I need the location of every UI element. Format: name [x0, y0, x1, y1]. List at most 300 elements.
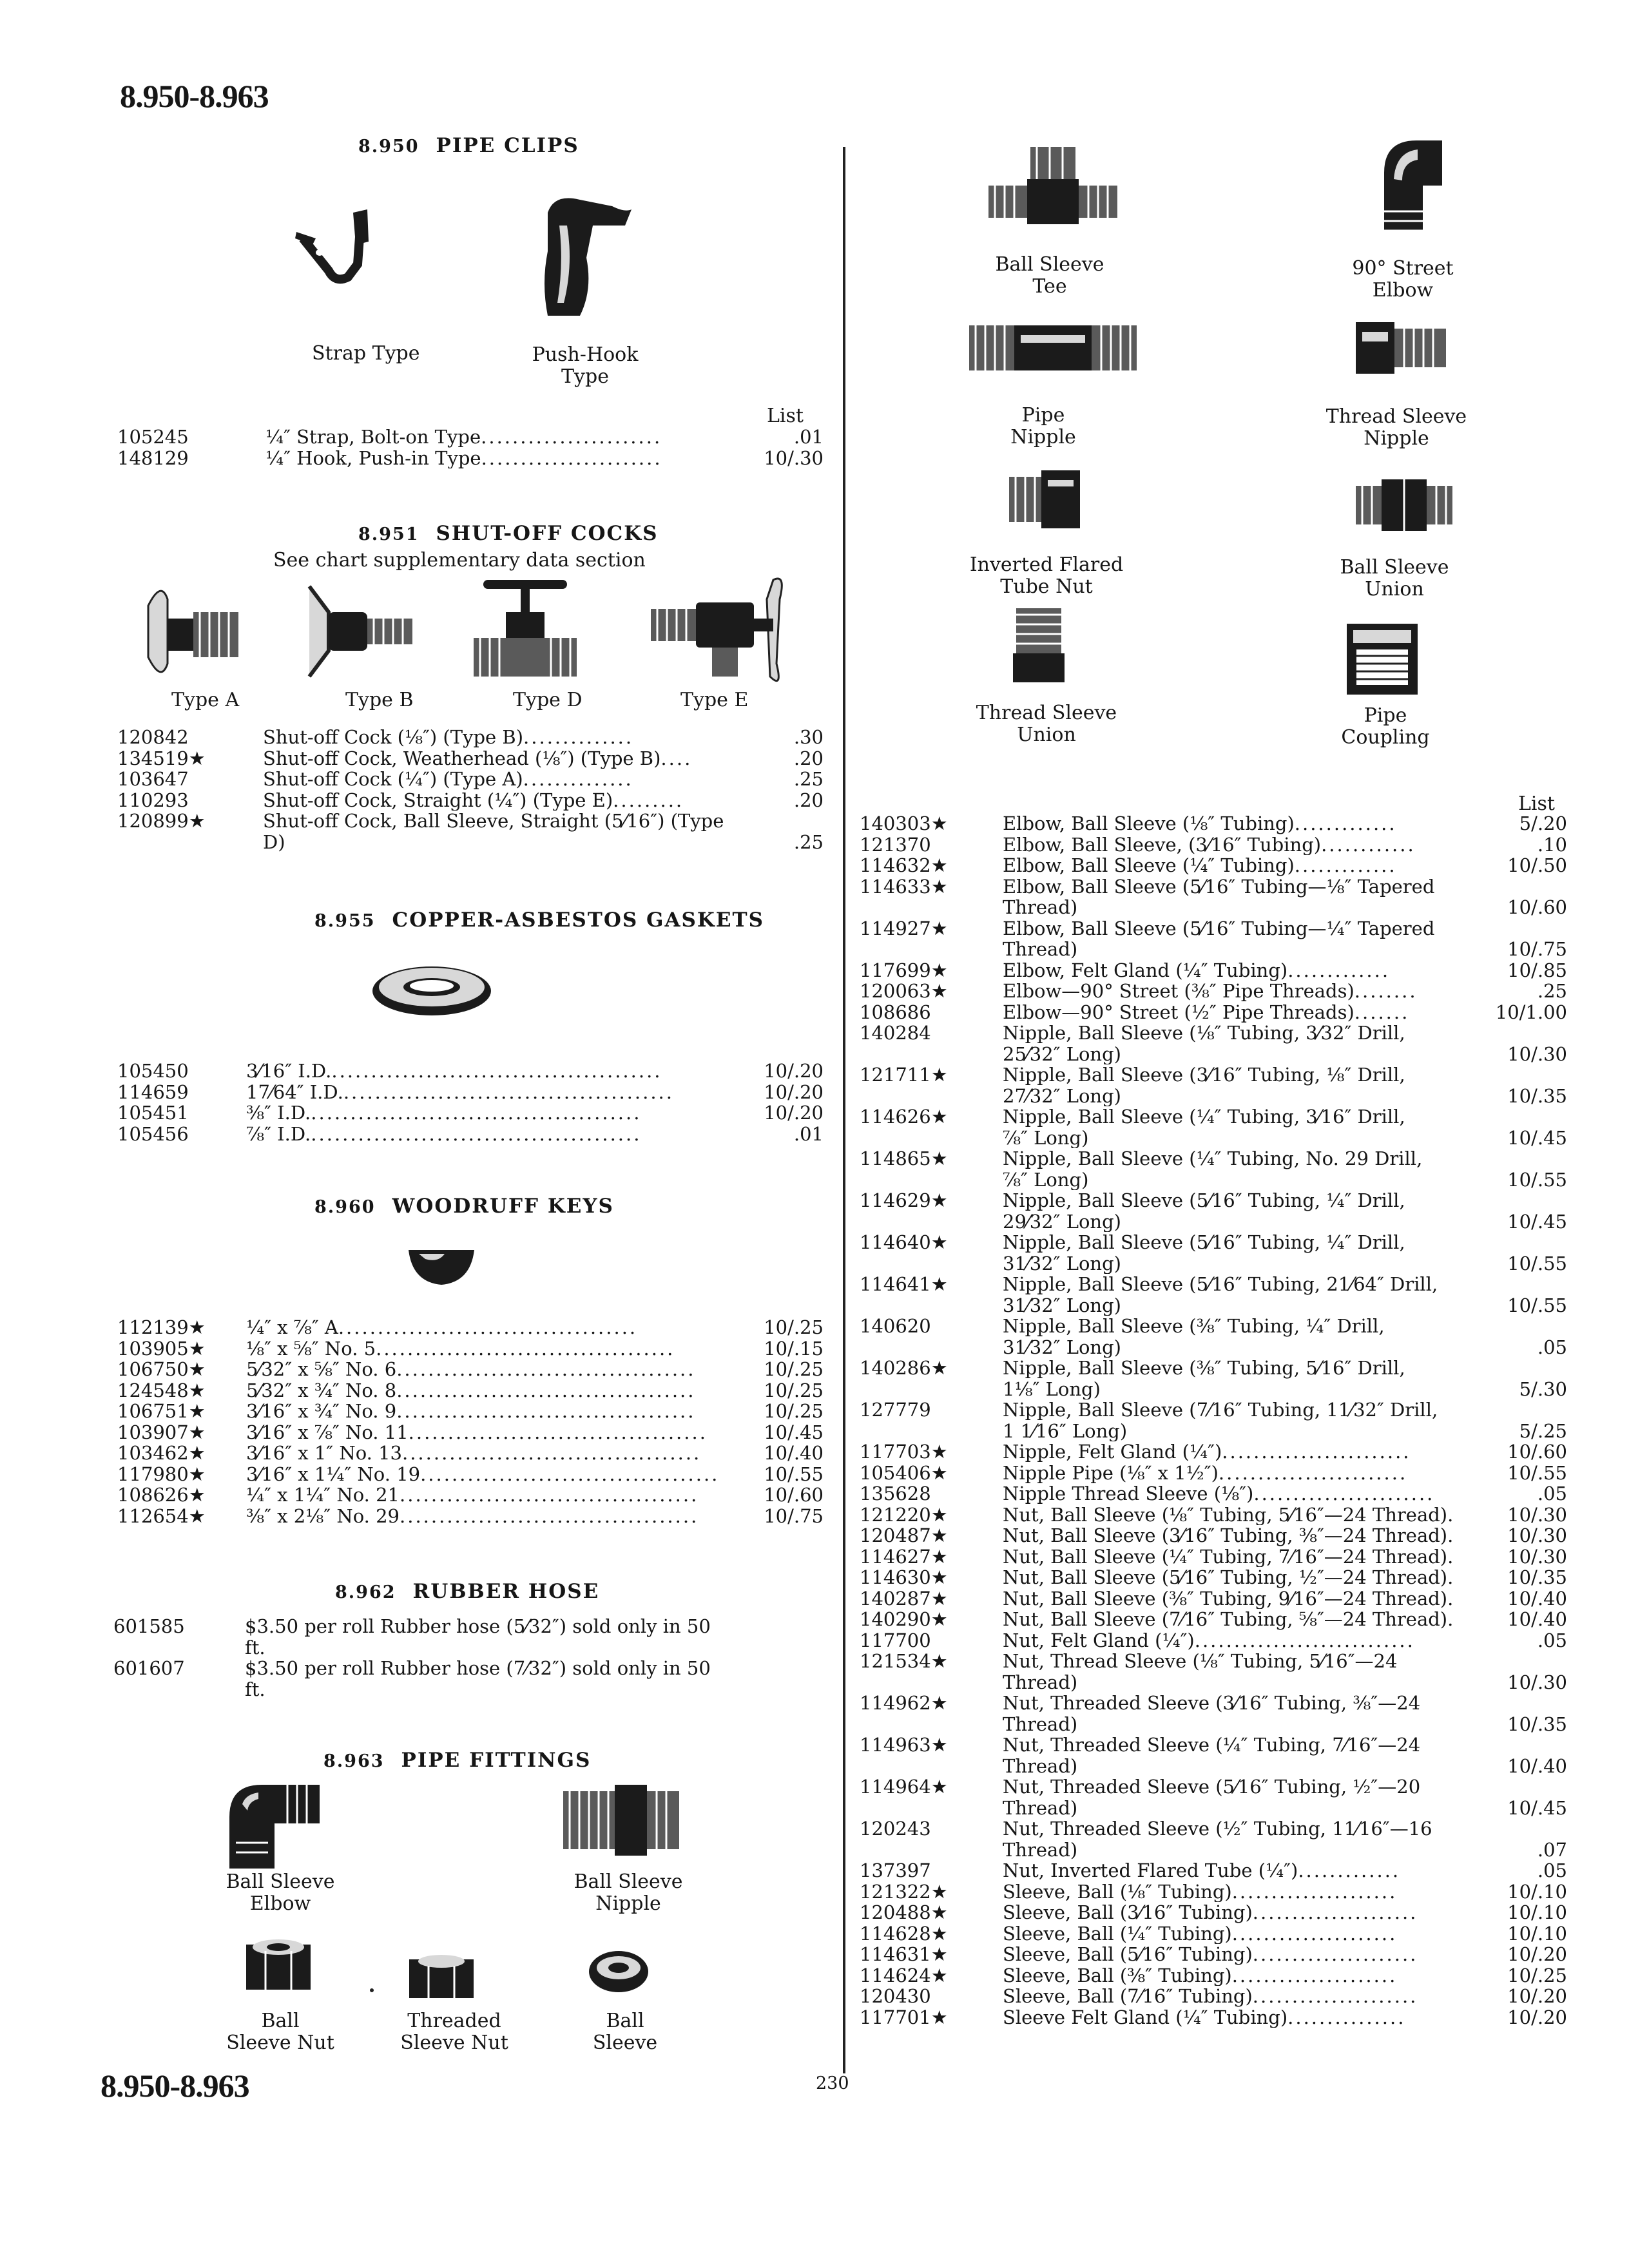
part-number: 117703★ [860, 1441, 948, 1463]
caption-ball-sleeve-nut: Ball Sleeve Nut [226, 2010, 334, 2054]
shutoff-cock-type-a-illustration [142, 573, 258, 689]
part-description: ⅞″ I.D. [246, 1123, 311, 1144]
table-row: 114632★ Elbow, Ball Sleeve (¼″ Tubing)............. 10/.50 [860, 854, 1567, 876]
part-description: Nut, Threaded Sleeve (½″ Tubing, 11⁄16″—16 Thread) [1003, 1818, 1432, 1860]
table-row: 117701★ Sleeve Felt Gland (¼″ Tubing)............... 10/.20 [860, 2006, 1567, 2028]
list-price: 10/.10 [1507, 1901, 1567, 1923]
list-price: .01 [793, 426, 824, 448]
table-row: 114630★ Nut, Ball Sleeve (5⁄16″ Tubing, ½″—24 Thread). 10/.35 [860, 1566, 1567, 1588]
part-description: Nipple, Felt Gland (¼″) [1003, 1441, 1222, 1463]
part-number: 120243 [860, 1818, 931, 1840]
table-row [860, 1358, 1567, 1399]
street-elbow-illustration [1358, 134, 1449, 244]
table-row: 112654★ ⅜″ x 2⅛″ No. 29...................................... 10/.75 [117, 1504, 824, 1527]
list-price: .10 [1537, 833, 1567, 856]
part-description: Sleeve, Ball (7⁄16″ Tubing) [1003, 1986, 1253, 2007]
caption-type-d: Type D [513, 689, 583, 711]
table-row [860, 1106, 1567, 1148]
table-row: 120488★ Sleeve, Ball (3⁄16″ Tubing)..................... 10/.10 [860, 1901, 1567, 1923]
table-row [860, 1190, 1567, 1232]
caption-street-elbow: 90° Street Elbow [1352, 257, 1454, 302]
part-number: 135628 [860, 1483, 931, 1504]
list-price: 10/.30 [1507, 1043, 1567, 1065]
caption-inverted-flared-tube-nut: Inverted Flared Tube Nut [969, 553, 1124, 598]
caption-ball-sleeve-elbow: Ball Sleeve Elbow [226, 1870, 335, 1915]
part-number: 114630★ [860, 1566, 948, 1588]
table-row: 114627★ Nut, Ball Sleeve (¼″ Tubing, 7⁄16″—24 Thread). 10/.30 [860, 1545, 1567, 1568]
section-rubber-hose-title [335, 1580, 599, 1603]
pipe-coupling-illustration [1347, 624, 1418, 695]
part-description: 5⁄32″ x ⅝″ No. 6 [246, 1359, 397, 1380]
table-row: 117700 Nut, Felt Gland (¼″)............................ .05 [860, 1629, 1567, 1651]
part-description: Nut, Ball Sleeve (7⁄16″ Tubing, ⅝″—24 Thread) [1003, 1609, 1448, 1630]
part-number: 140284 [860, 1022, 931, 1044]
section-title: COPPER-ASBESTOS GASKETS [392, 908, 764, 932]
part-description: Nipple, Ball Sleeve (5⁄16″ Tubing, ¼″ Drill, 31⁄32″ Long) [1003, 1232, 1405, 1274]
part-description: Nut, Ball Sleeve (3⁄16″ Tubing, ⅜″—24 Thread) [1003, 1525, 1448, 1546]
table-row [860, 1023, 1567, 1064]
table-row: 135628 Nipple Thread Sleeve (⅛″)....................... .05 [860, 1483, 1567, 1504]
caption-type-a: Type A [171, 689, 240, 711]
list-price: .05 [1537, 1483, 1567, 1504]
woodruff-key-illustration [406, 1244, 477, 1289]
pipe-clips-list [117, 427, 824, 468]
stray-dot [370, 1988, 374, 1992]
part-description: Nipple Thread Sleeve (⅛″) [1003, 1483, 1254, 1504]
table-row [860, 1651, 1567, 1693]
part-description: Nipple, Ball Sleeve (¼″ Tubing, 3⁄16″ Drill, ⅞″ Long) [1003, 1106, 1405, 1148]
table-row: 114628★ Sleeve, Ball (¼″ Tubing)..................... 10/.10 [860, 1922, 1567, 1945]
list-price: 10/.10 [1507, 1922, 1567, 1945]
table-row: 114624★ Sleeve, Ball (⅜″ Tubing)..................... 10/.25 [860, 1964, 1567, 1986]
table-row [860, 1735, 1567, 1776]
part-number: 106751★ [117, 1400, 206, 1422]
table-row [860, 1693, 1567, 1735]
table-row [860, 1776, 1567, 1818]
table-row: 108626★ ¼″ x 1¼″ No. 21...................................... 10/.60 [117, 1484, 824, 1506]
part-description: Nipple, Ball Sleeve (¼″ Tubing, No. 29 Drill, ⅞″ Long) [1003, 1148, 1423, 1190]
table-row: 120487★ Nut, Ball Sleeve (3⁄16″ Tubing, ⅜″—24 Thread). 10/.30 [860, 1524, 1567, 1546]
list-price: 10/.25 [1507, 1964, 1567, 1986]
list-price: 10/.25 [764, 1400, 824, 1422]
list-price: .25 [1537, 980, 1567, 1002]
part-description: Sleeve, Ball (¼″ Tubing) [1003, 1923, 1232, 1944]
table-row: 106751★ 3⁄16″ x ¾″ No. 9...................................... 10/.25 [117, 1400, 824, 1422]
part-description: Nut, Threaded Sleeve (¼″ Tubing, 7⁄16″—24 Thread) [1003, 1735, 1421, 1776]
part-number: 105245 [117, 426, 189, 448]
part-description: Nut, Inverted Flared Tube (¼″) [1003, 1860, 1298, 1881]
list-price: 10/.30 [1507, 1671, 1567, 1693]
list-price: 10/.40 [1507, 1754, 1567, 1777]
list-price: 10/.45 [1507, 1210, 1567, 1233]
shutoff-cock-type-b-illustration [303, 573, 425, 689]
part-number: 127779 [860, 1399, 931, 1421]
gaskets-list [117, 1061, 824, 1144]
part-description: Sleeve, Ball (3⁄16″ Tubing) [1003, 1902, 1253, 1923]
part-description: Sleeve Felt Gland (¼″ Tubing) [1003, 2006, 1288, 2028]
part-description: $3.50 per roll Rubber hose (7⁄32″) sold only in 50 ft. [245, 1658, 711, 1700]
part-number: 112139★ [117, 1316, 206, 1338]
table-row: 112139★ ¼″ x ⅞″ A...................................... 10/.25 [117, 1316, 824, 1338]
part-number: 117700 [860, 1629, 931, 1651]
part-number: 121711★ [860, 1064, 948, 1086]
table-row: 121322★ Sleeve, Ball (⅛″ Tubing)..................... 10/.10 [860, 1880, 1567, 1903]
push-hook-clip-illustration [528, 187, 644, 329]
table-row: 117703★ Nipple, Felt Gland (¼″)........................ 10/.60 [860, 1441, 1567, 1463]
part-description: Nut, Threaded Sleeve (5⁄16″ Tubing, ½″—20 Thread) [1003, 1776, 1421, 1818]
part-description: Sleeve, Ball (⅛″ Tubing) [1003, 1881, 1232, 1902]
list-price: .07 [1537, 1838, 1567, 1861]
table-row [860, 1399, 1567, 1441]
part-description: Nipple, Ball Sleeve (⅜″ Tubing, 5⁄16″ Drill, 1⅛″ Long) [1003, 1358, 1405, 1399]
part-description: ¼″ x 1¼″ No. 21 [246, 1485, 400, 1506]
caption-push-hook-type: Push-Hook Type [532, 343, 639, 388]
list-price: 10/.40 [1507, 1587, 1567, 1610]
part-number: 120488★ [860, 1901, 948, 1923]
table-row: 114631★ Sleeve, Ball (5⁄16″ Tubing)..................... 10/.20 [860, 1943, 1567, 1965]
part-number: 114627★ [860, 1545, 948, 1568]
part-number: 105451 [117, 1102, 189, 1124]
part-number: 140290★ [860, 1608, 948, 1630]
table-row: 120430 Sleeve, Ball (7⁄16″ Tubing)..................... 10/.20 [860, 1985, 1567, 2007]
part-number: 120430 [860, 1985, 931, 2007]
part-number: 108626★ [117, 1484, 206, 1506]
table-row [860, 1232, 1567, 1274]
part-description: $3.50 per roll Rubber hose (5⁄32″) sold only in 50 ft. [245, 1616, 711, 1658]
list-price: 10/.25 [764, 1316, 824, 1338]
part-description: 3⁄16″ x ⅞″ No. 11 [246, 1421, 409, 1443]
list-price: 10/.30 [764, 447, 824, 469]
part-description: Shut-off Cock (¼″) (Type A) [263, 769, 523, 790]
caption-strap-type: Strap Type [312, 342, 420, 365]
table-row: 106750★ 5⁄32″ x ⅝″ No. 6...................................... 10/.25 [117, 1358, 824, 1380]
list-price: 10/.25 [764, 1358, 824, 1380]
table-row [860, 1316, 1567, 1358]
part-number: 110293 [117, 789, 189, 811]
part-number: 140620 [860, 1315, 931, 1337]
part-number: 114629★ [860, 1189, 948, 1211]
part-number: 108686 [860, 1001, 931, 1023]
list-price: 10/.10 [1507, 1880, 1567, 1903]
section-pipe-fittings-title [323, 1749, 591, 1772]
table-row: 110293 Shut-off Cock, Straight (¼″) (Type E)......... .20 [117, 789, 824, 811]
table-row [860, 1148, 1567, 1190]
list-price: 10/.75 [1507, 938, 1567, 960]
part-number: 124548★ [117, 1379, 206, 1401]
part-number: 112654★ [117, 1504, 206, 1527]
part-description: 3⁄16″ x 1″ No. 13 [246, 1443, 402, 1464]
table-row: 137397 Nut, Inverted Flared Tube (¼″)............. .05 [860, 1860, 1567, 1881]
column-divider [843, 147, 845, 2073]
list-price: 10/.20 [1507, 1985, 1567, 2007]
list-price: .25 [793, 768, 824, 790]
table-row: 120063★ Elbow—90° Street (⅜″ Pipe Threads)........ .25 [860, 980, 1567, 1002]
section-gaskets-title [314, 908, 764, 932]
part-number: 114963★ [860, 1734, 948, 1756]
part-number: 114633★ [860, 875, 948, 898]
part-number: 120899★ [117, 810, 206, 832]
table-row: 114659 17⁄64″ I.D........................................... 10/.20 [117, 1081, 824, 1103]
list-price: .05 [1537, 1336, 1567, 1358]
list-price: 10/.30 [1507, 1524, 1567, 1546]
list-price: 10/.45 [764, 1421, 824, 1443]
part-number: 120842 [117, 726, 189, 748]
part-number: 114631★ [860, 1943, 948, 1965]
part-description: Nut, Threaded Sleeve (3⁄16″ Tubing, ⅜″—24 Thread) [1003, 1693, 1421, 1735]
part-number: 117980★ [117, 1463, 206, 1485]
caption-pipe-nipple: Pipe Nipple [1010, 404, 1076, 448]
part-number: 114659 [117, 1081, 189, 1103]
list-price: .05 [1537, 1629, 1567, 1651]
table-row: 148129 ¼″ Hook, Push-in Type....................... 10/.30 [117, 447, 824, 469]
list-price: 10/.55 [1507, 1294, 1567, 1316]
caption-pipe-coupling: Pipe Coupling [1341, 704, 1430, 749]
list-price: 10/.85 [1507, 959, 1567, 981]
part-number: 140303★ [860, 812, 948, 834]
table-row [860, 918, 1567, 960]
part-number: 114640★ [860, 1231, 948, 1253]
list-price: 10/.60 [1507, 1441, 1567, 1463]
shutoff-cocks-list [117, 727, 824, 852]
part-number: 103905★ [117, 1337, 206, 1360]
section-woodruff-keys-title [314, 1195, 614, 1218]
right-list-price-header: List [1518, 793, 1555, 815]
table-row [860, 1064, 1567, 1106]
table-row [113, 1616, 824, 1658]
list-price: 10/.45 [1507, 1126, 1567, 1149]
part-description: Elbow, Ball Sleeve (⅛″ Tubing) [1003, 813, 1295, 834]
list-price: 10/.30 [1507, 1503, 1567, 1526]
part-description: Shut-off Cock, Ball Sleeve, Straight (5⁄16″) (Type D) [263, 811, 724, 852]
part-description: Sleeve, Ball (5⁄16″ Tubing) [1003, 1944, 1253, 1965]
caption-ball-sleeve-tee: Ball Sleeve Tee [995, 253, 1104, 298]
part-description: Nut, Ball Sleeve (⅛″ Tubing, 5⁄16″—24 Thread) [1003, 1504, 1448, 1525]
list-price: 5/.30 [1519, 1378, 1567, 1400]
part-number: 140286★ [860, 1357, 948, 1379]
part-description: ¼″ Hook, Push-in Type [265, 447, 481, 468]
list-price: 10/1.00 [1495, 1001, 1567, 1023]
table-row: 108686 Elbow—90° Street (½″ Pipe Threads)....... 10/1.00 [860, 1001, 1567, 1023]
ball-sleeve-union-illustration [1356, 479, 1452, 531]
part-description: Nut, Ball Sleeve (¼″ Tubing, 7⁄16″—24 Thread) [1003, 1546, 1448, 1567]
part-number: 114624★ [860, 1964, 948, 1986]
section-number: 8.955 [314, 911, 376, 931]
part-number: 114964★ [860, 1776, 948, 1798]
list-price: 10/.30 [1507, 1545, 1567, 1568]
table-row: 105456 ⅞″ I.D........................................... .01 [117, 1122, 824, 1145]
gasket-illustration [371, 960, 493, 1018]
section-number: 8.962 [335, 1582, 396, 1602]
caption-thread-sleeve-nipple: Thread Sleeve Nipple [1325, 405, 1467, 450]
part-number: 137397 [860, 1860, 931, 1881]
list-price: 10/.20 [764, 1102, 824, 1124]
page-footer-code: 8.950-8.963 [101, 2068, 249, 2104]
list-price: 10/.40 [764, 1442, 824, 1464]
table-row: 105451 ⅜″ I.D........................................... 10/.20 [117, 1102, 824, 1124]
part-description: Elbow—90° Street (½″ Pipe Threads) [1003, 1001, 1354, 1023]
table-row: 140290★ Nut, Ball Sleeve (7⁄16″ Tubing, ⅝″—24 Thread). 10/.40 [860, 1608, 1567, 1630]
part-description: 5⁄32″ x ¾″ No. 8 [246, 1379, 397, 1401]
part-description: Nipple Pipe (⅛″ x 1½″) [1003, 1462, 1219, 1483]
part-number: 114641★ [860, 1273, 948, 1295]
caption-ball-sleeve-union: Ball Sleeve Union [1340, 556, 1449, 601]
part-description: Nipple, Ball Sleeve (⅜″ Tubing, ¼″ Drill, 31⁄32″ Long) [1003, 1316, 1385, 1358]
part-number: 117699★ [860, 959, 948, 981]
part-number: 114632★ [860, 854, 948, 876]
part-number: 105406★ [860, 1461, 948, 1484]
part-number: 117701★ [860, 2006, 948, 2028]
part-number: 134519★ [117, 747, 206, 769]
table-row: 121220★ Nut, Ball Sleeve (⅛″ Tubing, 5⁄16″—24 Thread). 10/.30 [860, 1503, 1567, 1526]
list-price: 10/.35 [1507, 1084, 1567, 1107]
table-row: 105450 3⁄16″ I.D........................................... 10/.20 [117, 1060, 824, 1082]
list-price: 10/.55 [1507, 1168, 1567, 1191]
list-price: 10/.60 [1507, 896, 1567, 918]
thread-sleeve-union-illustration [1013, 608, 1071, 686]
list-price: 10/.35 [1507, 1713, 1567, 1735]
section-title: PIPE CLIPS [436, 134, 579, 157]
table-row: 121370 Elbow, Ball Sleeve, (3⁄16″ Tubing)............ .10 [860, 833, 1567, 856]
list-price: 10/.55 [1507, 1461, 1567, 1484]
part-number: 103907★ [117, 1421, 206, 1443]
part-number: 103462★ [117, 1442, 206, 1464]
part-description: Elbow, Ball Sleeve (5⁄16″ Tubing—¼″ Tapered Thread) [1003, 918, 1435, 960]
table-row [860, 1274, 1567, 1316]
list-price: 5/.20 [1519, 812, 1567, 834]
section-number: 8.960 [314, 1197, 376, 1217]
thread-sleeve-nipple-illustration [1356, 316, 1446, 380]
part-description: Elbow, Felt Gland (¼″ Tubing) [1003, 959, 1288, 981]
list-price: 10/.50 [1507, 854, 1567, 876]
list-price: .01 [793, 1122, 824, 1145]
list-price: .25 [793, 831, 824, 853]
caption-thread-sleeve-union: Thread Sleeve Union [976, 702, 1117, 746]
pipe-fittings-list [860, 813, 1567, 2028]
list-price: 10/.15 [764, 1337, 824, 1360]
table-row: 117699★ Elbow, Felt Gland (¼″ Tubing)............. 10/.85 [860, 959, 1567, 981]
part-number: 105456 [117, 1122, 189, 1145]
part-description: Nipple, Ball Sleeve (5⁄16″ Tubing, ¼″ Drill, 29⁄32″ Long) [1003, 1190, 1405, 1232]
part-description: Nut, Felt Gland (¼″) [1003, 1629, 1195, 1651]
part-number: 121534★ [860, 1650, 948, 1672]
list-price: 10/.35 [1507, 1566, 1567, 1588]
table-row [860, 876, 1567, 918]
part-number: 601585 [113, 1615, 185, 1637]
ball-sleeve-illustration [586, 1943, 651, 1995]
part-number: 114628★ [860, 1922, 948, 1945]
list-price: 10/.20 [764, 1060, 824, 1082]
part-description: Nipple, Ball Sleeve (⅛″ Tubing, 3⁄32″ Drill, 25⁄32″ Long) [1003, 1023, 1405, 1064]
list-price: 10/.40 [1507, 1608, 1567, 1630]
inverted-flared-tube-nut-illustration [1009, 470, 1080, 528]
table-row: 103647 Shut-off Cock (¼″) (Type A).............. .25 [117, 768, 824, 790]
table-row: 103907★ 3⁄16″ x ⅞″ No. 11...................................... 10/.45 [117, 1421, 824, 1443]
table-row: 140287★ Nut, Ball Sleeve (⅜″ Tubing, 9⁄16″—24 Thread). 10/.40 [860, 1587, 1567, 1610]
caption-type-b: Type B [345, 689, 414, 711]
shutoff-cock-type-e-illustration [644, 573, 799, 689]
part-number: 106750★ [117, 1358, 206, 1380]
woodruff-keys-list [117, 1317, 824, 1526]
page-number: 230 [816, 2073, 849, 2093]
part-description: ¼″ x ⅞″ A [246, 1317, 338, 1338]
list-price: 5/.25 [1519, 1419, 1567, 1442]
section-pipe-clips-title [358, 134, 579, 157]
caption-threaded-sleeve-nut: Threaded Sleeve Nut [400, 2010, 508, 2054]
part-number: 121322★ [860, 1880, 948, 1903]
part-description: Nipple, Ball Sleeve (3⁄16″ Tubing, ⅛″ Drill, 27⁄32″ Long) [1003, 1064, 1405, 1106]
section-number: 8.963 [323, 1751, 385, 1771]
part-description: 3⁄16″ x 1¼″ No. 19 [246, 1463, 421, 1485]
part-description: Nipple, Ball Sleeve (7⁄16″ Tubing, 11⁄32″ Drill, 1 1⁄16″ Long) [1003, 1399, 1438, 1441]
part-description: ⅛″ x ⅝″ No. 5 [246, 1338, 376, 1359]
part-description: Sleeve, Ball (⅜″ Tubing) [1003, 1965, 1232, 1986]
part-description: Nipple, Ball Sleeve (5⁄16″ Tubing, 21⁄64″ Drill, 31⁄32″ Long) [1003, 1274, 1438, 1316]
section-number: 8.950 [358, 137, 419, 157]
table-row: 124548★ 5⁄32″ x ¾″ No. 8...................................... 10/.25 [117, 1379, 824, 1401]
shutoff-cock-type-d-illustration [470, 573, 580, 689]
part-description: 3⁄16″ x ¾″ No. 9 [246, 1401, 397, 1422]
section-number: 8.951 [358, 524, 419, 544]
part-description: ⅜″ x 2⅛″ No. 29 [246, 1505, 400, 1526]
part-number: 114962★ [860, 1692, 948, 1714]
list-price: 10/.20 [764, 1081, 824, 1103]
table-row: 103905★ ⅛″ x ⅝″ No. 5...................................... 10/.15 [117, 1337, 824, 1360]
list-price: 10/.75 [764, 1504, 824, 1527]
page-header-code: 8.950-8.963 [120, 78, 269, 114]
section-title: WOODRUFF KEYS [392, 1195, 614, 1218]
part-number: 103647 [117, 768, 189, 790]
part-number: 114927★ [860, 917, 948, 939]
shutoff-cocks-note: See chart supplementary data section [273, 549, 646, 572]
part-description: Elbow, Ball Sleeve (¼″ Tubing) [1003, 855, 1295, 876]
caption-ball-sleeve-nipple: Ball Sleeve Nipple [574, 1870, 683, 1915]
threaded-sleeve-nut-illustration [406, 1950, 477, 2001]
part-number: 140287★ [860, 1587, 948, 1610]
section-title: SHUT-OFF COCKS [436, 522, 659, 545]
part-number: 121370 [860, 833, 931, 856]
part-description: Nut, Ball Sleeve (5⁄16″ Tubing, ½″—24 Thread) [1003, 1567, 1448, 1588]
part-description: Elbow, Ball Sleeve (5⁄16″ Tubing—⅛″ Tapered Thread) [1003, 876, 1435, 918]
section-title: PIPE FITTINGS [401, 1749, 592, 1772]
list-price: .20 [793, 789, 824, 811]
table-row: 117980★ 3⁄16″ x 1¼″ No. 19...................................... 10/.55 [117, 1463, 824, 1485]
part-description: Elbow, Ball Sleeve, (3⁄16″ Tubing) [1003, 834, 1322, 855]
part-number: 601607 [113, 1657, 185, 1679]
list-price: 10/.55 [764, 1463, 824, 1485]
strap-clip-illustration [284, 193, 374, 322]
list-price: .30 [793, 726, 824, 748]
list-price: 10/.55 [1507, 1252, 1567, 1274]
part-number: 114626★ [860, 1106, 948, 1128]
part-description: 17⁄64″ I.D. [246, 1081, 343, 1102]
table-row: 103462★ 3⁄16″ x 1″ No. 13...................................... 10/.40 [117, 1442, 824, 1464]
part-description: Nut, Ball Sleeve (⅜″ Tubing, 9⁄16″—24 Thread) [1003, 1588, 1448, 1609]
ball-sleeve-nipple-illustration [563, 1785, 679, 1856]
part-description: Shut-off Cock, Straight (¼″) (Type E) [263, 789, 613, 811]
ball-sleeve-nut-illustration [240, 1932, 317, 1996]
part-description: Elbow—90° Street (⅜″ Pipe Threads) [1003, 981, 1354, 1002]
list-price: .20 [793, 747, 824, 769]
part-description: 3⁄16″ I.D. [246, 1061, 332, 1082]
section-title: RUBBER HOSE [412, 1580, 600, 1603]
list-price: 10/.45 [1507, 1796, 1567, 1819]
caption-ball-sleeve: Ball Sleeve [592, 2010, 658, 2054]
ball-sleeve-tee-illustration [988, 147, 1117, 244]
list-price: .05 [1537, 1860, 1567, 1881]
table-row: 120842 Shut-off Cock (⅛″) (Type B).............. .30 [117, 726, 824, 748]
ball-sleeve-elbow-illustration [223, 1778, 326, 1875]
pipe-nipple-illustration [969, 322, 1137, 374]
